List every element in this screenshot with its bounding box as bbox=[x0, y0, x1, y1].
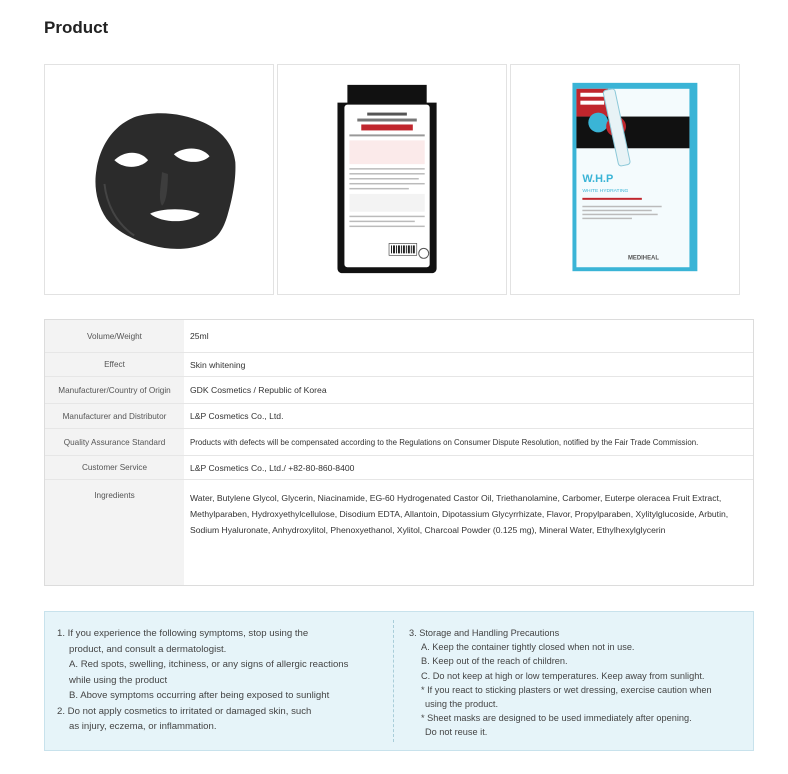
notice-line: A. Red spots, swelling, itchiness, or any signs of allergic reactions bbox=[69, 659, 349, 670]
spec-label: Manufacturer/Country of Origin bbox=[45, 377, 184, 403]
spec-row-ingredients bbox=[45, 480, 753, 585]
product-image-package-back[interactable] bbox=[277, 64, 507, 295]
spec-label: Manufacturer and Distributor bbox=[45, 404, 184, 428]
spec-value: L&P Cosmetics Co., Ltd. bbox=[190, 411, 284, 421]
spec-value: L&P Cosmetics Co., Ltd./ +82-80-860-8400 bbox=[190, 462, 355, 473]
page-title: Product bbox=[44, 18, 109, 37]
spec-row-quality bbox=[45, 429, 753, 456]
box-and-tube-illustration bbox=[511, 65, 739, 294]
notice-line: product, and consult a dermatologist. bbox=[69, 643, 227, 655]
spec-row-manufacturer-origin bbox=[45, 377, 753, 404]
spec-table bbox=[44, 319, 754, 586]
notice-line: 3. Storage and Handling Precautions bbox=[409, 628, 560, 638]
notice-line: as injury, eczema, or inflammation. bbox=[69, 721, 217, 732]
spec-row-customer-service bbox=[45, 456, 753, 480]
product-image-box[interactable] bbox=[510, 64, 740, 295]
package-back-illustration bbox=[278, 65, 506, 294]
notice-divider bbox=[393, 620, 394, 742]
precautions-notice bbox=[44, 611, 754, 751]
spec-label: Customer Service bbox=[45, 456, 184, 479]
precautions-left-column bbox=[57, 626, 387, 735]
spec-label: Volume/Weight bbox=[45, 320, 184, 352]
product-image-black-mask[interactable] bbox=[44, 64, 274, 295]
notice-line: Do not reuse it. bbox=[425, 727, 488, 738]
precautions-right-column bbox=[409, 626, 749, 740]
spec-value: Water, Butylene Glycol, Glycerin, Niacinamide, EG-60 Hydrogenated Castor Oil, Triethanolamine, Carbomer, Euterpe oleracea Fruit Extract, Methylparaben, Hydroxyethylcellulose, Disodium EDTA, Allantoin, Dipotassium Glycyrrhizate, Flavor, Propylparaben, Xylitylglucoside, Arbutin, Sodium Hyaluronate, Anhydroxylitol, Phenoxyethanol, Xylitol, Charcoal Powder (0.125 mg), Mineral Water, Ethylhexylglycerin bbox=[190, 493, 729, 535]
notice-line: A. Keep the container tightly closed when not in use. bbox=[421, 642, 635, 653]
spec-value: 25ml bbox=[190, 331, 209, 341]
notice-line: B. Keep out of the reach of children. bbox=[421, 656, 568, 667]
box-subtitle-text: WHITE HYDRATING bbox=[582, 188, 629, 194]
notice-line: B. Above symptoms occurring after being exposed to sunlight bbox=[69, 690, 330, 701]
black-sheet-mask-illustration bbox=[45, 65, 273, 294]
notice-line: 1. If you experience the following symptoms, stop using the bbox=[57, 628, 309, 639]
spec-row-effect bbox=[45, 353, 753, 377]
notice-line: while using the product bbox=[69, 674, 168, 686]
spec-row-distributor bbox=[45, 404, 753, 429]
spec-label: Quality Assurance Standard bbox=[45, 429, 184, 455]
spec-row-volume bbox=[45, 320, 753, 353]
notice-line: 2. Do not apply cosmetics to irritated or damaged skin, such bbox=[57, 705, 312, 717]
notice-line: using the product. bbox=[425, 699, 499, 710]
spec-value: GDK Cosmetics / Republic of Korea bbox=[190, 385, 327, 395]
box-brand-text: W.H.P bbox=[582, 172, 614, 185]
spec-label: Effect bbox=[45, 353, 184, 376]
spec-value: Skin whitening bbox=[190, 359, 246, 370]
notice-line: C. Do not keep at high or low temperatures. Keep away from sunlight. bbox=[421, 670, 705, 681]
spec-value: Products with defects will be compensated according to the Regulations on Consumer Dispute Resolution, notified by the Fair Trade Commission. bbox=[190, 437, 699, 447]
notice-line: * If you react to sticking plasters or wet dressing, exercise caution when bbox=[421, 684, 712, 695]
notice-line: * Sheet masks are designed to be used immediately after opening. bbox=[421, 713, 692, 724]
spec-label: Ingredients bbox=[45, 480, 184, 585]
box-logo-text: MEDIHEAL bbox=[627, 255, 659, 262]
